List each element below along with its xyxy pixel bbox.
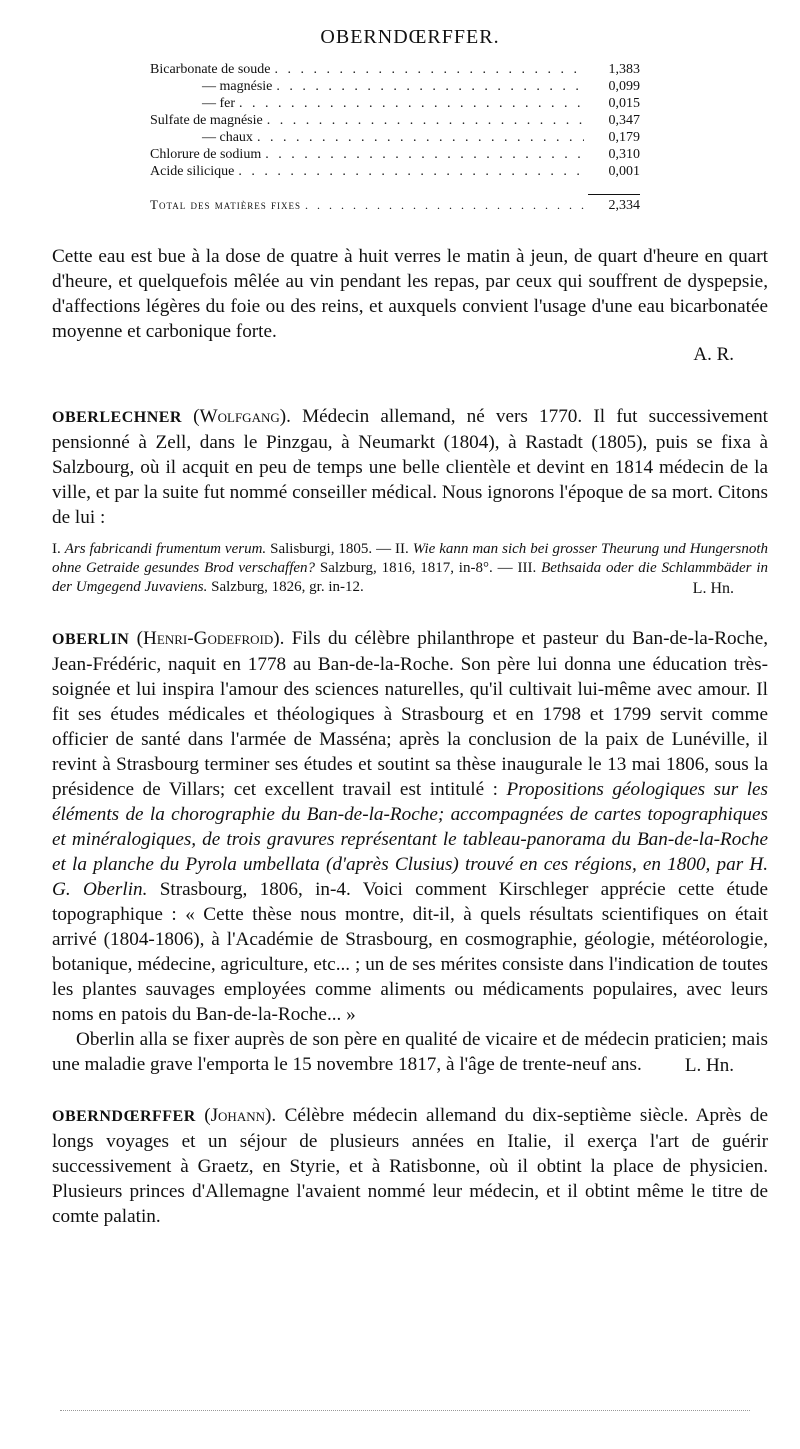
entry-text: Célèbre médecin allemand du dix-septième siècle. Après de longs voyages et un séjour de plusieurs années en Italie, il exerça l'art de guérir successivement à Graetz, en Styrie, et à Ratisbonne, où il obtint la place de physicien. Plusieurs princes d'Allemagne l'avaient nommé leur médecin, et il obtint même le titre de comte palatin. [52,1105,769,1227]
composition-row [150,61,640,78]
entry-text: Strasbourg, 1806, in-4. Voici comment Kirschleger apprécie cette étude topographique : « Cette thèse nous montre, dit-il, à quels résultats scientifiques on était arrivé (1804-1806), à l'Académie de Strasbourg, en cosmographie, géologie, météorologie, botanique, médecine, agriculture, etc... ; un de ses mérites consiste dans l'indication de toutes les plantes sauvages employées comme aliments ou médicaments populaires, avec leurs noms en patois du Ban-de-la-Roche... » [52,879,768,1025]
entry-oberndoerffer [52,1103,768,1229]
bib-imprint: Salzburg, 1826, gr. in-12. [211,579,364,595]
leader-dots [276,78,584,95]
entry-text: Médecin allemand, né vers 1770. Il fut successivement pensionné à Zell, dans le Pinzgau, à Neumarkt (1804), à Rastadt (1805), puis se fixa à Salzbourg, où il acquit en peu de temps une belle clientèle et devint en 1814 médecin de la ville, et par la suite fut nommé conseiller médical. Nous ignorons l'époque de sa mort. Citons de lui : [52,406,769,528]
footer-rule [60,1410,750,1411]
composition-value: 0,001 [608,164,640,179]
composition-label: Bicarbonate de soude [150,62,271,77]
composition-value: 0,347 [608,113,640,128]
bib-number: I. [52,541,61,557]
leader-dots [267,112,584,129]
forename: (Henri-Godefroid). [136,628,285,649]
composition-value: 0,179 [608,130,640,145]
bib-title: Ars fabricandi frumentum verum. [64,541,267,557]
composition-total-value: 2,334 [588,194,640,214]
composition-label: Acide silicique [150,164,235,179]
leader-dots [257,129,584,146]
composition-row [150,129,640,146]
forename: (Wolfgang). [193,406,291,427]
bib-title: Wie kann man sich bei grosser Theurung und Hungersnoth ohne Getraide gesundes Brod verschaffen? [52,541,769,576]
composition-row [150,112,640,129]
composition-label: — chaux [202,130,253,145]
entry-oberlin [52,626,768,1077]
entry-body [52,626,768,1027]
entry-text: Fils du célèbre philanthrope et pasteur du Ban-de-la-Roche, Jean-Frédéric, naquit en 1778 au Ban-de-la-Roche. Son père lui donna une éducation très-soignée et lui inspira l'amour des sciences naturelles, qu'il cultivait lui-même avec amour. Il fit ses études médicales et théologiques à Strasbourg et en 1798 et 1799 servit comme officier de santé dans l'armée de Masséna; après la conclusion de la paix de Lunéville, il revint à Strasbourg terminer ses études et soutint sa thèse inaugurale le 13 mai 1806, sous la présidence de Villars; cet excellent travail est intitulé : [52,628,769,800]
leader-dots [238,163,584,180]
page [52,26,768,1229]
composition-value: 0,099 [608,79,640,94]
headword: OBERNDŒRFFER [52,1108,196,1125]
entry-signature: L. Hn. [692,580,734,597]
entry-body-continued: Oberlin alla se fixer auprès de son père en qualité de vicaire et de médecin praticien; mais une maladie grave l'emporta le 15 novembre 1817, à l'âge de trente-neuf ans. [52,1029,768,1075]
bib-imprint: Salzburg, 1816, 1817, in-8°. — III. [319,560,537,576]
bib-title: Bethsaida oder die Schlammbäder in der Umgegend Juvaviens. [52,560,769,595]
composition-row [150,95,640,112]
headword: OBERLIN [52,631,130,648]
composition-row [150,146,640,163]
leader-dots [305,197,584,214]
entry-body [52,404,768,530]
running-head: OBERNDŒRFFER. [320,26,500,48]
usage-paragraph: Cette eau est bue à la dose de quatre à huit verres le matin à jeun, de quart d'heure en quart d'heure, et quelquefois mêlée au vin pendant les repas, par ceux qui souffrent de dyspepsie, d'affections légères du foie ou des reins, et auxquels convient l'usage d'une eau bicarbonatée moyenne et carbonique forte. [52,246,768,342]
composition-total-row [150,194,640,214]
leader-dots [239,95,584,112]
composition-value: 0,015 [608,96,640,111]
entry-oberlechner [52,404,768,600]
composition-table [150,61,640,214]
headword: OBERLECHNER [52,409,182,426]
composition-label: — fer [202,96,236,111]
composition-total-label: Total des matières fixes [150,197,301,212]
entry-body [52,1103,768,1229]
leader-dots [265,146,584,163]
thesis-title: Propositions géologiques sur les éléments de la chorographie du Ban-de-la-Roche; accompagnées de cartes topographiques et minéralogiques, de trois gravures représentant le tableau-panorama du Ban-de-la-Roche et la planche du Pyrola umbellata (d'après Clusius) trouvé en ces régions, en 1800, par H. G. Oberlin. [52,779,769,900]
entry-signature: L. Hn. [684,1055,734,1076]
forename: (Johann). [204,1105,277,1126]
composition-value: 0,310 [608,147,640,162]
leader-dots [275,61,584,78]
bib-imprint: Salisburgi, 1805. — II. [270,541,409,557]
composition-label: Chlorure de sodium [150,147,262,162]
usage-signature: A. R. [693,344,734,365]
composition-row [150,163,640,180]
composition-row [150,78,640,95]
composition-value: 1,383 [608,62,640,77]
composition-label: Sulfate de magnésie [150,113,263,128]
composition-label: — magnésie [202,79,273,94]
